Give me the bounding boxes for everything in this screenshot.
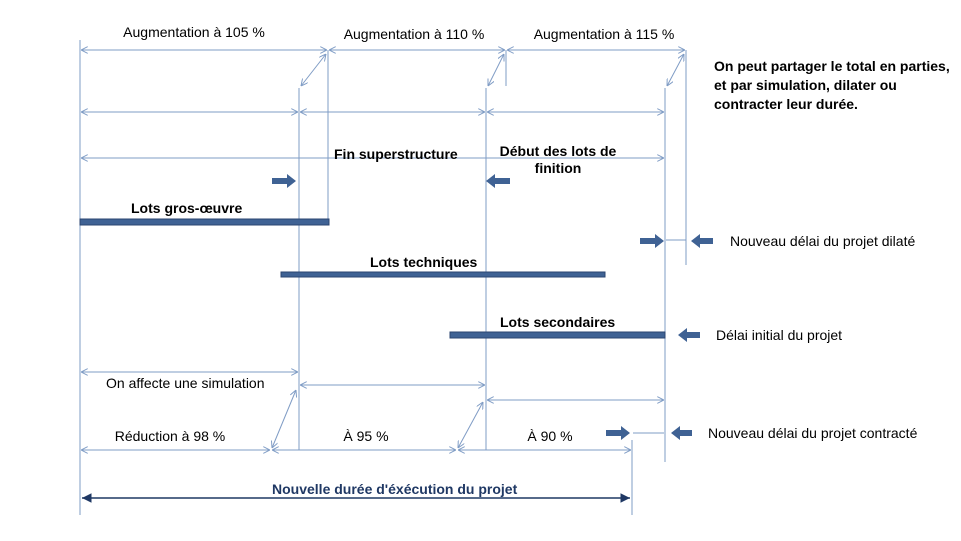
block-arrow-initial — [678, 328, 700, 342]
label-lots-techniques: Lots techniques — [370, 254, 478, 270]
label-lots-secondaires: Lots secondaires — [500, 314, 616, 330]
bar-lots-techniques — [281, 272, 605, 277]
diagonal-arrow-1 — [301, 54, 326, 86]
label-debut-lots-finition: Début des lots de finition — [499, 143, 617, 176]
block-arrow-fin-superstructure — [272, 174, 296, 188]
label-total-duration: Nouvelle durée d'éxécution du projet — [272, 481, 518, 497]
block-arrow-dilated-right — [691, 234, 713, 248]
label-nouveau-delai-dilate: Nouveau délai du projet dilaté — [730, 233, 916, 249]
label-delai-initial: Délai initial du projet — [716, 327, 843, 343]
block-arrow-contracted-right — [671, 426, 692, 440]
diagonal-arrow-2 — [488, 54, 504, 86]
label-aug115: Augmentation à 115 % — [533, 26, 675, 42]
label-reduction98: Réduction à 98 % — [114, 428, 226, 444]
label-aug110: Augmentation à 110 % — [343, 26, 485, 42]
bar-lots-secondaires — [450, 332, 665, 338]
diagonal-arrow-4 — [272, 390, 296, 448]
explanatory-note: On peut partager le total en parties, et par simulation, dilater ou contracter leur durée. — [714, 58, 950, 112]
label-aug105: Augmentation à 105 % — [123, 24, 265, 40]
diagonal-arrow-5 — [458, 402, 483, 448]
bar-lots-gros-oeuvre — [80, 219, 329, 225]
label-a90: À 90 % — [527, 428, 573, 444]
label-simulation: On affecte une simulation — [106, 375, 265, 391]
label-a95: À 95 % — [343, 428, 389, 444]
diagonal-arrow-3 — [667, 54, 684, 86]
label-fin-superstructure: Fin superstructure — [334, 146, 458, 162]
label-lots-gros-oeuvre: Lots gros-œuvre — [131, 200, 243, 216]
label-nouveau-delai-contracte: Nouveau délai du projet contracté — [708, 425, 918, 441]
block-arrow-dilated-left — [640, 234, 664, 248]
